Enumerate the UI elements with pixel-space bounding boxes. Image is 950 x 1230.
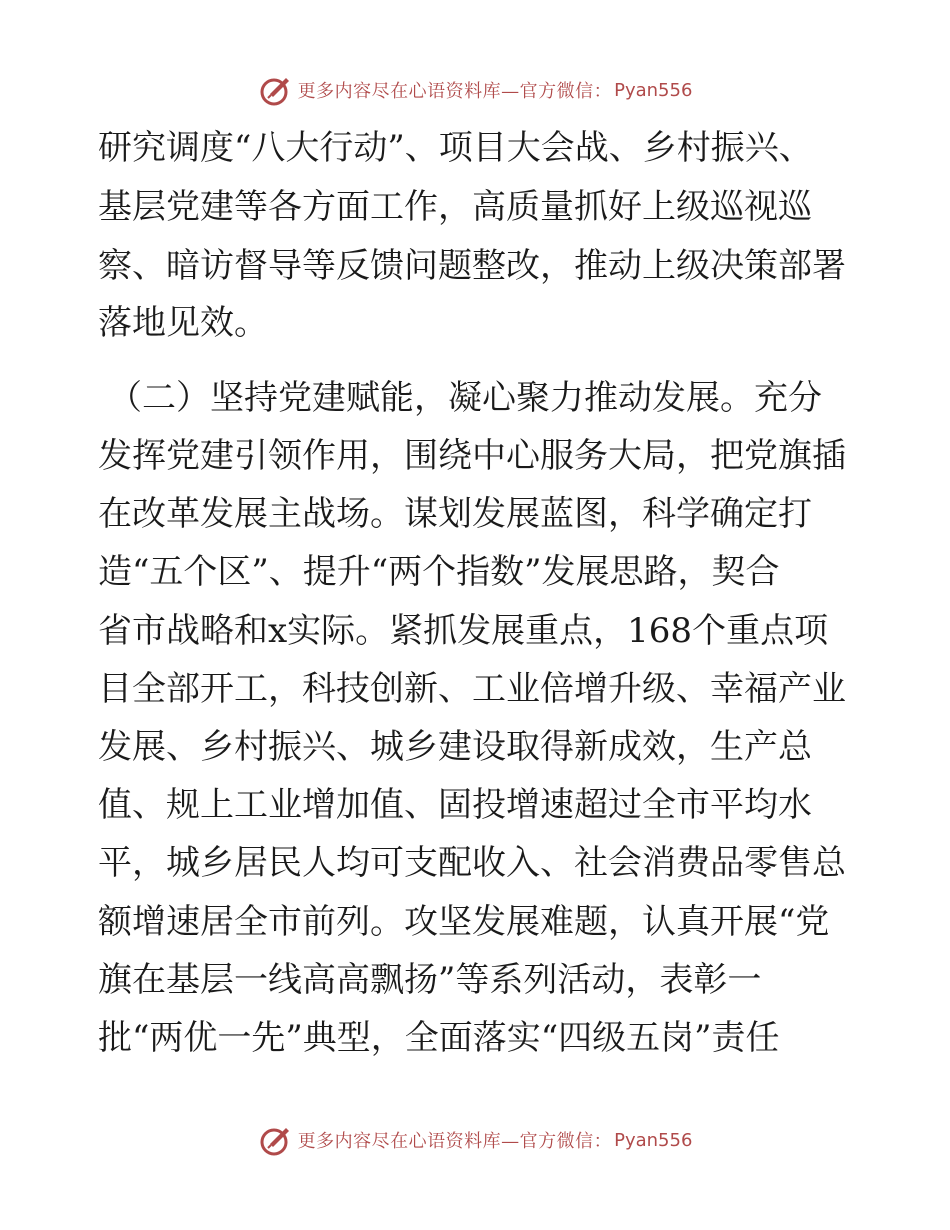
watermark-contact: Pyan556 — [614, 1129, 693, 1151]
body-line: 落地见效。 — [98, 303, 268, 343]
watermark-contact: Pyan556 — [614, 79, 693, 101]
body-line: 值、规上工业增加值、固投增速超过全市平均水 — [98, 785, 812, 825]
header-watermark — [0, 70, 950, 110]
section-heading-line: （二）坚持党建赋能，凝心聚力推动发展。充分 — [108, 378, 822, 418]
watermark-text: 更多内容尽在心语资料库—官方微信： — [297, 81, 613, 102]
body-line: 平，城乡居民人均可支配收入、社会消费品零售总 — [98, 843, 846, 883]
watermark-text: 更多内容尽在心语资料库—官方微信： — [297, 1131, 613, 1152]
body-line: 在改革发展主战场。谋划发展蓝图，科学确定打 — [98, 494, 812, 534]
body-line: 研究调度“八大行动”、项目大会战、乡村振兴、 — [98, 128, 813, 168]
body-line: 目全部开工，科技创新、工业倍增升级、幸福产业 — [98, 669, 846, 709]
body-line: 旗在基层一线高高飘扬”等系列活动，表彰一 — [98, 960, 762, 1000]
body-line: 额增速居全市前列。攻坚发展难题，认真开展“党 — [98, 902, 830, 942]
body-line: 发挥党建引领作用，围绕中心服务大局，把党旗插 — [98, 436, 846, 476]
body-line: 发展、乡村振兴、城乡建设取得新成效，生产总 — [98, 727, 812, 767]
body-line: 基层党建等各方面工作，高质量抓好上级巡视巡 — [98, 187, 812, 227]
body-line: 省市战略和x实际。紧抓发展重点，168个重点项 — [98, 611, 829, 651]
quill-logo-icon — [258, 72, 294, 108]
body-line: 造“五个区”、提升“两个指数”发展思路，契合 — [98, 552, 780, 592]
footer-watermark — [0, 1120, 950, 1160]
body-line: 批“两优一先”典型，全面落实“四级五岗”责任 — [98, 1018, 780, 1058]
quill-logo-icon — [258, 1122, 294, 1158]
body-line: 察、暗访督导等反馈问题整改，推动上级决策部署 — [98, 246, 846, 286]
